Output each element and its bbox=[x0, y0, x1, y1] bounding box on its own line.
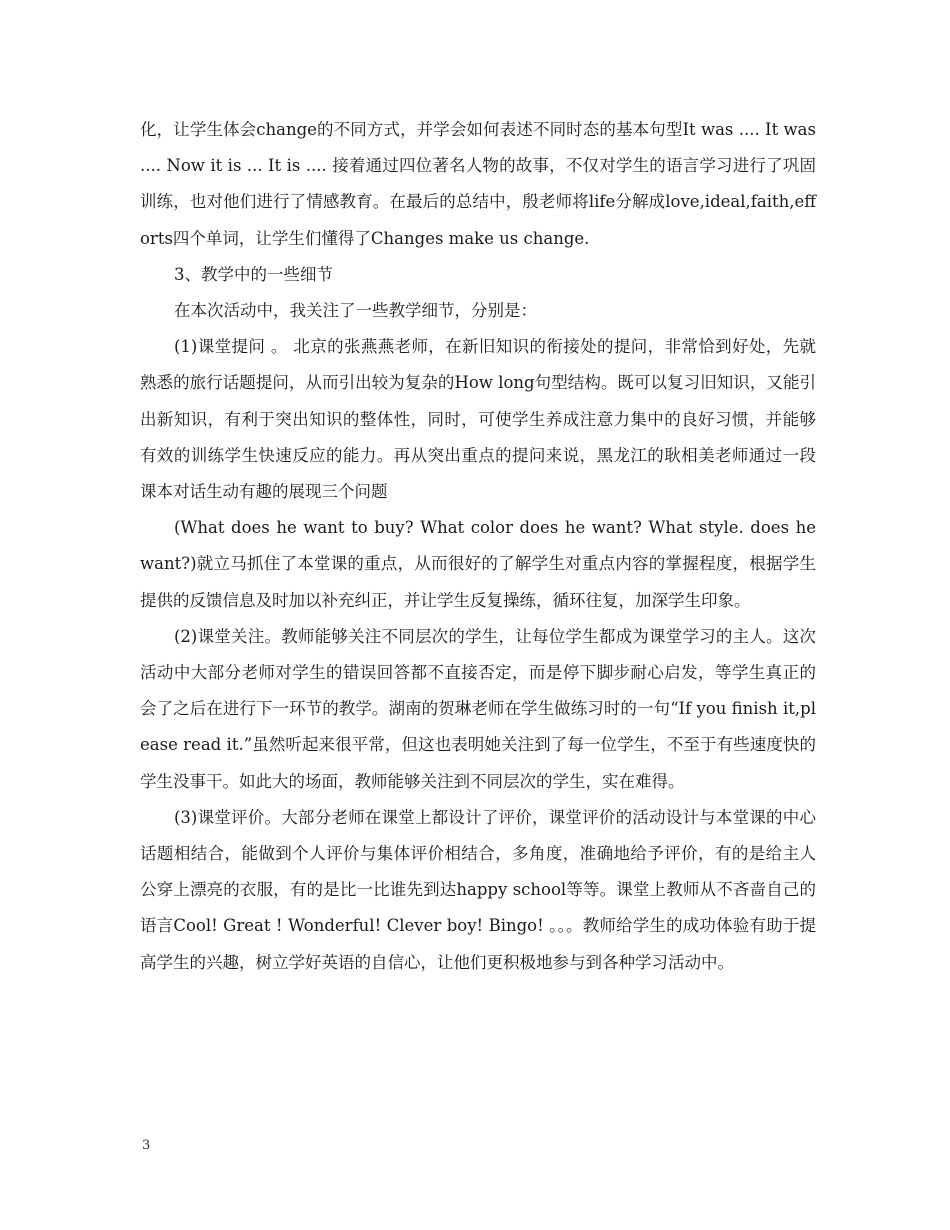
paragraph-classroom-questioning: (1)课堂提问 。 北京的张燕燕老师，在新旧知识的衔接处的提问，非常恰到好处，先就熟悉的旅行话题提问，从而引出较为复杂的How long句型结构。既可以复习旧知识，又能引出新知识，有利于突出知识的整体性，同时，可使学生养成注意力集中的良好习惯，并能够有效的训练学生快速反应的能力。再从突出重点的提问来说，黑龙江的耿相美老师通过一段课本对话生动有趣的展现三个问题 bbox=[140, 337, 816, 502]
paragraph-details-intro: 在本次活动中，我关注了一些教学细节，分别是： bbox=[174, 301, 537, 321]
paragraph-change-summary: 化，让学生体会change的不同方式，并学会如何表述不同时态的基本句型It was .... It was .... Now it is ... It is .... 接着通过四位著名人物的故事，不仅对学生的语言学习进行了巩固训练，也对他们进行了情感教育。在最后的总结中，殷老师将life分解成love,ideal,faith,efforts四个单词，让学生们懂得了Changes make us change. bbox=[140, 120, 816, 248]
document-body bbox=[140, 112, 816, 981]
section-heading-teaching-details: 3、教学中的一些细节 bbox=[174, 264, 333, 284]
page-number: 3 bbox=[142, 1138, 151, 1153]
paragraph-classroom-attention: (2)课堂关注。教师能够关注不同层次的学生，让每位学生都成为课堂学习的主人。这次活动中大部分老师对学生的错误回答都不直接否定，而是停下脚步耐心启发，等学生真正的会了之后在进行下一环节的教学。湖南的贺琳老师在学生做练习时的一句“If you finish it,please read it.”虽然听起来很平常，但这也表明她关注到了每一位学生，不至于有些速度快的学生没事干。如此大的场面，教师能够关注到不同层次的学生，实在难得。 bbox=[140, 626, 816, 791]
paragraph-classroom-evaluation: (3)课堂评价。大部分老师在课堂上都设计了评价，课堂评价的活动设计与本堂课的中心话题相结合，能做到个人评价与集体评价相结合，多角度，准确地给予评价，有的是给主人公穿上漂亮的衣服，有的是比一比谁先到达happy school等等。课堂上教师从不吝啬自己的语言Cool! Great ! Wonderful! Clever boy! Bingo! 。。。教师给学生的成功体验有助于提高学生的兴趣，树立学好英语的自信心，让他们更积极地参与到各种学习活动中。 bbox=[140, 807, 816, 972]
paragraph-questions-example: (What does he want to buy? What color does he want? What style. does he want?)就立马抓住了本堂课的重点，从而很好的了解学生对重点内容的掌握程度，根据学生提供的反馈信息及时加以补充纠正，并让学生反复操练，循环往复，加深学生印象。 bbox=[140, 518, 816, 610]
